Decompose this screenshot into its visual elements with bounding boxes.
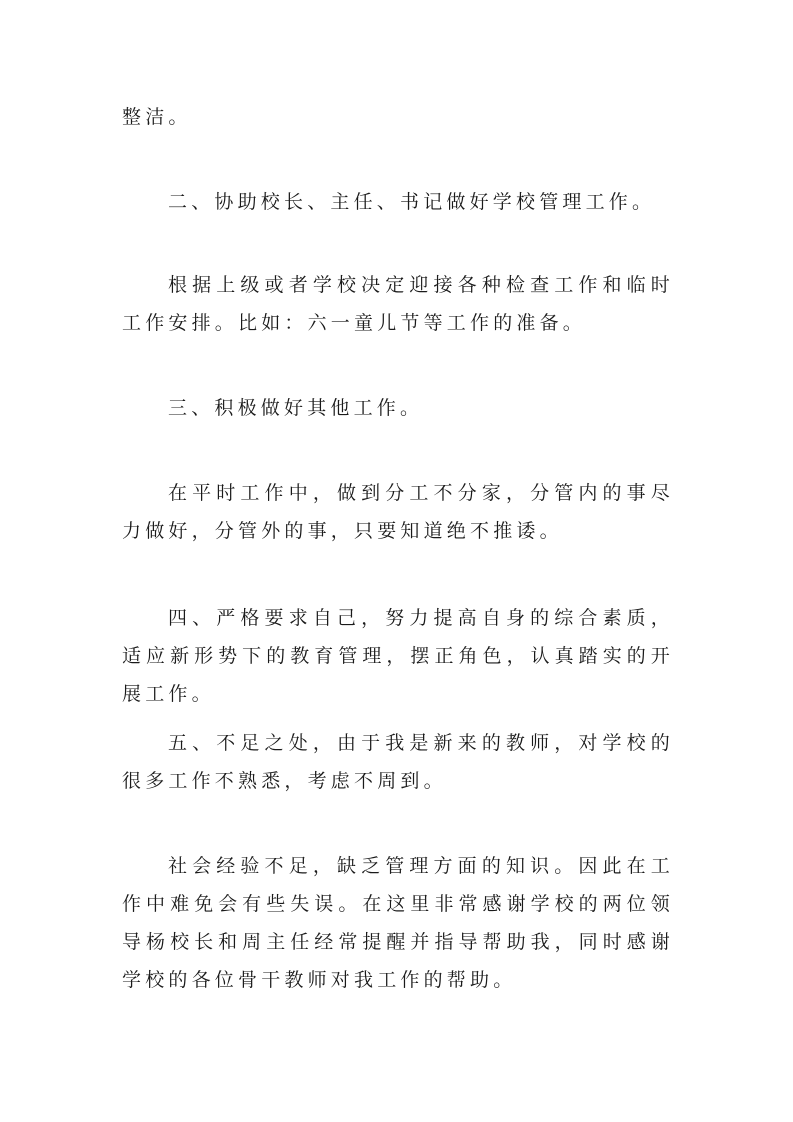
paragraph-continuation: 整洁。 [122,106,192,128]
section-heading-4: 四、严格要求自己，努力提高自身的综合素质，适应新形势下的教育管理，摆正角色，认真踏实的开展工作。 [122,607,674,705]
section-heading-2: 二、协助校长、主任、书记做好学校管理工作。 [168,191,656,213]
section-heading-3: 三、积极做好其他工作。 [168,397,424,419]
paragraph-thanks: 社会经验不足，缺乏管理方面的知识。因此在工作中难免会有些失误。在这里非常感谢学校的两位领导杨校长和周主任经常提醒并指导帮助我，同时感谢学校的各位骨干教师对我工作的帮助。 [122,855,674,991]
paragraph-inspections: 根据上级或者学校决定迎接各种检查工作和临时工作安排。比如：六一童儿节等工作的准备。 [122,274,674,334]
paragraph-daily-work: 在平时工作中，做到分工不分家，分管内的事尽力做好，分管外的事，只要知道绝不推诿。 [122,482,674,542]
section-heading-5: 五、不足之处，由于我是新来的教师，对学校的很多工作不熟悉，考虑不周到。 [122,732,674,792]
